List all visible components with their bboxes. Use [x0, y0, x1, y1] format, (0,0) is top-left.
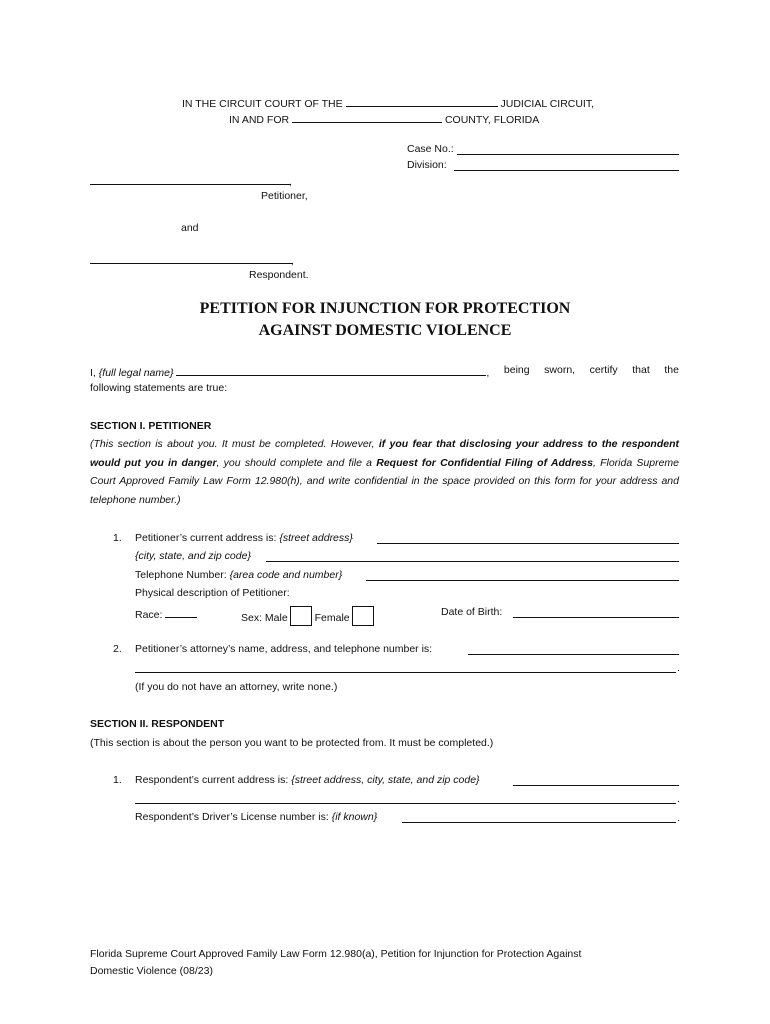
attorney-field-line2[interactable] [135, 672, 676, 673]
phone-field[interactable] [366, 580, 679, 581]
phone-row [135, 569, 342, 581]
respondent-address-field-line2[interactable] [135, 803, 676, 804]
intro-suffix-4: the [664, 364, 679, 376]
section1-note: (This section is about you. It must be completed. However, if you fear that disclosing your address to the respondent would put you in danger, you should complete and file a Request for Confidential Filing of Address, Florida Supreme Court Approved Family Law Form 12.980(h), and write confidential in the space provided on this form for your address and telephone number.) [90, 438, 679, 506]
license-label: Respondent’s Driver’s License number is: [135, 811, 329, 823]
full-name-placeholder: {full legal name} [98, 367, 174, 379]
footer-line1: Florida Supreme Court Approved Family Law Form 12.980(a), Petition for Injunction for Protection Against [90, 948, 582, 960]
division-row [407, 159, 447, 171]
respondent-address-row [135, 774, 480, 786]
street-address-field[interactable] [377, 543, 679, 544]
judicial-circuit-field[interactable] [346, 95, 498, 107]
dob-field[interactable] [513, 617, 679, 618]
petitioner-name-field[interactable] [90, 184, 290, 185]
division-field[interactable] [454, 170, 679, 171]
attorney-field-line1[interactable] [468, 654, 679, 655]
court-label: IN THE CIRCUIT COURT OF THE [182, 98, 343, 110]
street-address-placeholder: {street address} [279, 532, 353, 544]
petitioner-label: Petitioner, [261, 190, 308, 202]
court-header-line1 [182, 95, 594, 110]
race-field[interactable] [165, 606, 197, 618]
item2-number: 2. [113, 643, 122, 655]
section1-heading: SECTION I. PETITIONER [90, 420, 212, 432]
county-field[interactable] [292, 111, 442, 123]
license-field[interactable] [402, 822, 676, 823]
petitioner-comma: , [289, 176, 292, 188]
intro-suffix-3: that [632, 364, 650, 376]
license-period: . [677, 812, 680, 824]
respondent-label: Respondent. [249, 269, 309, 281]
intro-suffix-0: being [503, 364, 530, 376]
no-attorney-note: (If you do not have an attorney, write none.) [135, 681, 338, 693]
case-no-label: Case No.: [407, 143, 454, 155]
sex-row [241, 606, 374, 626]
respondent-address-period: . [677, 793, 680, 805]
county-label: COUNTY, FLORIDA [444, 114, 540, 126]
race-row [135, 606, 197, 621]
intro-line2: following statements are true: [90, 382, 228, 394]
city-field[interactable] [266, 561, 679, 562]
division-label: Division: [407, 159, 447, 171]
physical-description-label: Physical description of Petitioner: [135, 587, 290, 599]
male-checkbox[interactable] [290, 606, 312, 626]
license-row [135, 811, 377, 823]
female-checkbox[interactable] [352, 606, 374, 626]
document-title-line2: AGAINST DOMESTIC VIOLENCE [258, 322, 512, 339]
respondent-comma: , [291, 255, 294, 267]
in-and-for-label: IN AND FOR [229, 114, 290, 126]
section2-note: (This section is about the person you want to be protected from. It must be completed.) [90, 737, 494, 749]
intro-line1: I, {full legal name} , being sworn, certify that the [90, 364, 679, 379]
respondent-address-field-line1[interactable] [513, 785, 679, 786]
section2-item1-number: 1. [113, 774, 122, 786]
petitioner-address-row [135, 532, 353, 544]
case-no-field[interactable] [457, 154, 679, 155]
attorney-label: Petitioner’s attorney’s name, address, and telephone number is: [135, 643, 433, 655]
race-label: Race: [135, 609, 163, 621]
sex-female-label: Female [314, 612, 350, 624]
city-row [135, 550, 251, 562]
intro-suffix-2: certify [589, 364, 618, 376]
and-label: and [181, 222, 199, 234]
respondent-address-placeholder: {street address, city, state, and zip code} [291, 774, 480, 786]
respondent-name-field[interactable] [90, 263, 292, 264]
petitioner-address-label: Petitioner’s current address is: [135, 532, 277, 544]
phone-label: Telephone Number: [135, 569, 227, 581]
case-no-row [407, 143, 454, 155]
intro-suffix-1: sworn, [544, 364, 576, 376]
dob-row [441, 606, 502, 618]
document-title-line1: PETITION FOR INJUNCTION FOR PROTECTION [199, 300, 571, 317]
license-placeholder: {if known} [331, 811, 378, 823]
section2-heading: SECTION II. RESPONDENT [90, 718, 225, 730]
city-placeholder: {city, state, and zip code} [135, 550, 251, 562]
respondent-address-label: Respondent’s current address is: [135, 774, 289, 786]
footer-line2: Domestic Violence (08/23) [90, 965, 213, 977]
sex-male-label: Sex: Male [241, 612, 288, 624]
dob-label: Date of Birth: [441, 606, 503, 618]
item1-number: 1. [113, 532, 122, 544]
court-header-line2 [229, 111, 539, 126]
full-name-field[interactable] [176, 364, 486, 376]
attorney-period: . [677, 662, 680, 674]
intro-prefix: I, [90, 367, 96, 379]
judicial-circuit-label: JUDICIAL CIRCUIT, [500, 98, 595, 110]
phone-placeholder: {area code and number} [229, 569, 343, 581]
